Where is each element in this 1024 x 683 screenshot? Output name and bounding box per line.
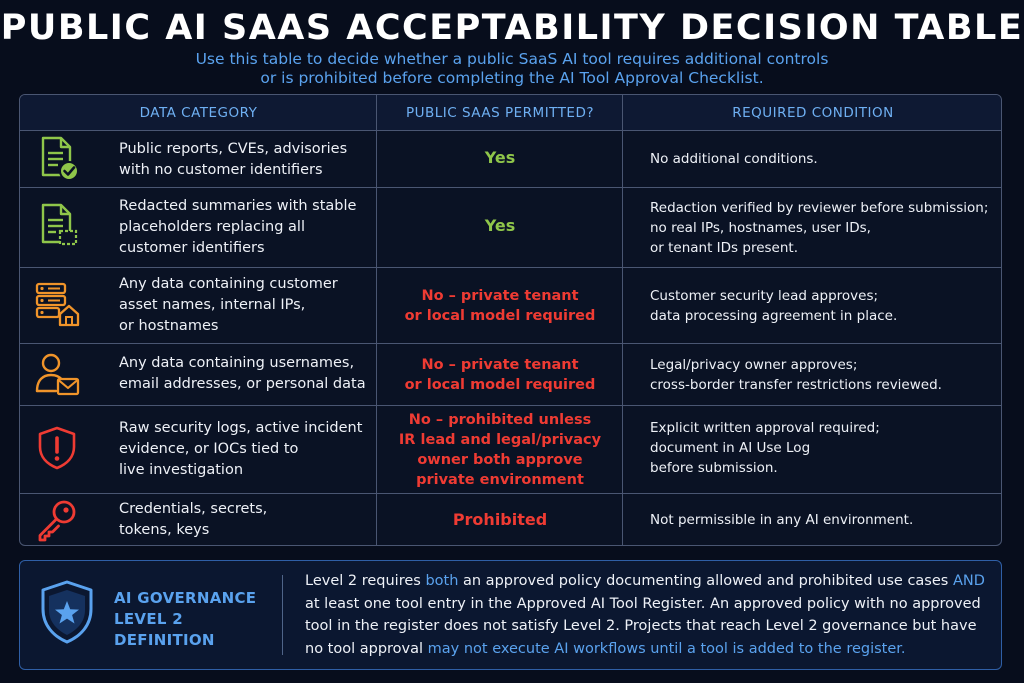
condition-text (650, 286, 995, 326)
server-home-icon (34, 281, 80, 327)
category-text (119, 274, 369, 337)
header-public-saas-permitted: PUBLIC SAAS PERMITTED? (405, 105, 595, 121)
desc-highlight-both: both (425, 573, 459, 589)
category-text (119, 353, 369, 395)
permitted-line: private environment (416, 472, 584, 488)
permitted-line: IR lead and legal/privacy (398, 432, 602, 448)
condition-line: data processing agreement in place. (650, 308, 898, 324)
permitted-value (377, 216, 623, 236)
category-line: with no customer identifiers (119, 162, 323, 178)
permitted-line: owner both approve (417, 452, 583, 468)
condition-text (650, 198, 995, 258)
condition-text (650, 510, 995, 530)
desc-text: at least one tool entry in the Approved AI Tool Register. An approved policy with no approved tool in the register does not satisfy Level 2. Projects that reach Level 2 governance but have no tool approval (305, 595, 981, 657)
condition-line: Legal/privacy owner approves; (650, 357, 858, 373)
condition-line: Not permissible in any AI environment. (650, 512, 914, 528)
condition-line: Explicit written approval required; (650, 420, 880, 436)
category-line: evidence, or IOCs tied to (119, 441, 299, 457)
table-row (20, 188, 1001, 268)
governance-description (305, 570, 995, 660)
permitted-line: Yes (484, 148, 516, 167)
key-icon (34, 497, 80, 543)
category-text (119, 139, 369, 181)
category-line: or hostnames (119, 318, 219, 334)
document-redact-icon (34, 202, 80, 248)
desc-highlight-and: AND (952, 573, 985, 589)
category-text (119, 196, 369, 259)
condition-text (650, 149, 995, 169)
desc-text: Level 2 requires (305, 573, 426, 589)
permitted-line: No – private tenant (421, 288, 579, 304)
category-text (119, 418, 369, 481)
condition-line: or tenant IDs present. (650, 240, 798, 256)
category-line: placeholders replacing all (119, 219, 305, 235)
governance-divider (282, 575, 283, 655)
permitted-line: or local model required (404, 377, 596, 393)
category-line: Any data containing customer (119, 276, 338, 292)
permitted-value (377, 148, 623, 168)
condition-line: Redaction verified by reviewer before submission; (650, 200, 989, 216)
governance-title (114, 588, 284, 651)
governance-title-line: AI GOVERNANCE (114, 589, 257, 607)
category-line: Raw security logs, active incident (119, 420, 363, 436)
category-line: customer identifiers (119, 240, 265, 256)
table-row (20, 268, 1001, 344)
permitted-value (377, 355, 623, 395)
permitted-value (377, 286, 623, 326)
category-text (119, 499, 369, 541)
category-line: Credentials, secrets, (119, 501, 268, 517)
condition-line: before submission. (650, 460, 778, 476)
governance-panel (19, 560, 1002, 670)
document-check-icon (34, 135, 80, 181)
category-line: tokens, keys (119, 522, 210, 538)
shield-star-icon (39, 579, 95, 645)
category-line: email addresses, or personal data (119, 376, 366, 392)
category-line: Any data containing usernames, (119, 355, 355, 371)
table-row (20, 406, 1001, 494)
condition-line: No additional conditions. (650, 151, 818, 167)
condition-text (650, 355, 995, 395)
header-required-condition: REQUIRED CONDITION (732, 105, 894, 121)
category-line: Public reports, CVEs, advisories (119, 141, 348, 157)
category-line: Redacted summaries with stable (119, 198, 357, 214)
shield-alert-icon (34, 425, 80, 471)
permitted-line: No – prohibited unless (408, 412, 592, 428)
condition-text (650, 418, 995, 478)
condition-line: cross-border transfer restrictions reviewed. (650, 377, 942, 393)
subtitle-line-1: Use this table to decide whether a public SaaS AI tool requires additional controls (195, 50, 829, 68)
table-row (20, 131, 1001, 188)
header-data-category: DATA CATEGORY (139, 105, 258, 121)
desc-highlight-restriction: may not execute AI workflows until a tool is added to the register. (427, 640, 906, 657)
permitted-value (377, 410, 623, 490)
subtitle-line-2: or is prohibited before completing the AI Tool Approval Checklist. (260, 69, 764, 87)
permitted-line: Yes (484, 216, 516, 235)
category-line: asset names, internal IPs, (119, 297, 306, 313)
table-header (20, 95, 1001, 131)
condition-line: Customer security lead approves; (650, 288, 879, 304)
page-subtitle (0, 50, 1024, 88)
permitted-line: Prohibited (452, 510, 548, 529)
desc-text: an approved policy documenting allowed and prohibited use cases (458, 573, 953, 589)
table-row (20, 494, 1001, 546)
condition-line: document in AI Use Log (650, 440, 811, 456)
page-title: PUBLIC AI SAAS ACCEPTABILITY DECISION TABLE (0, 8, 1024, 48)
permitted-value (377, 510, 623, 530)
permitted-line: No – private tenant (421, 357, 579, 373)
decision-table (19, 94, 1002, 546)
user-mail-icon (34, 351, 80, 397)
governance-title-line: LEVEL 2 DEFINITION (114, 610, 215, 649)
permitted-line: or local model required (404, 308, 596, 324)
category-line: live investigation (119, 462, 244, 478)
condition-line: no real IPs, hostnames, user IDs, (650, 220, 871, 236)
table-row (20, 344, 1001, 406)
